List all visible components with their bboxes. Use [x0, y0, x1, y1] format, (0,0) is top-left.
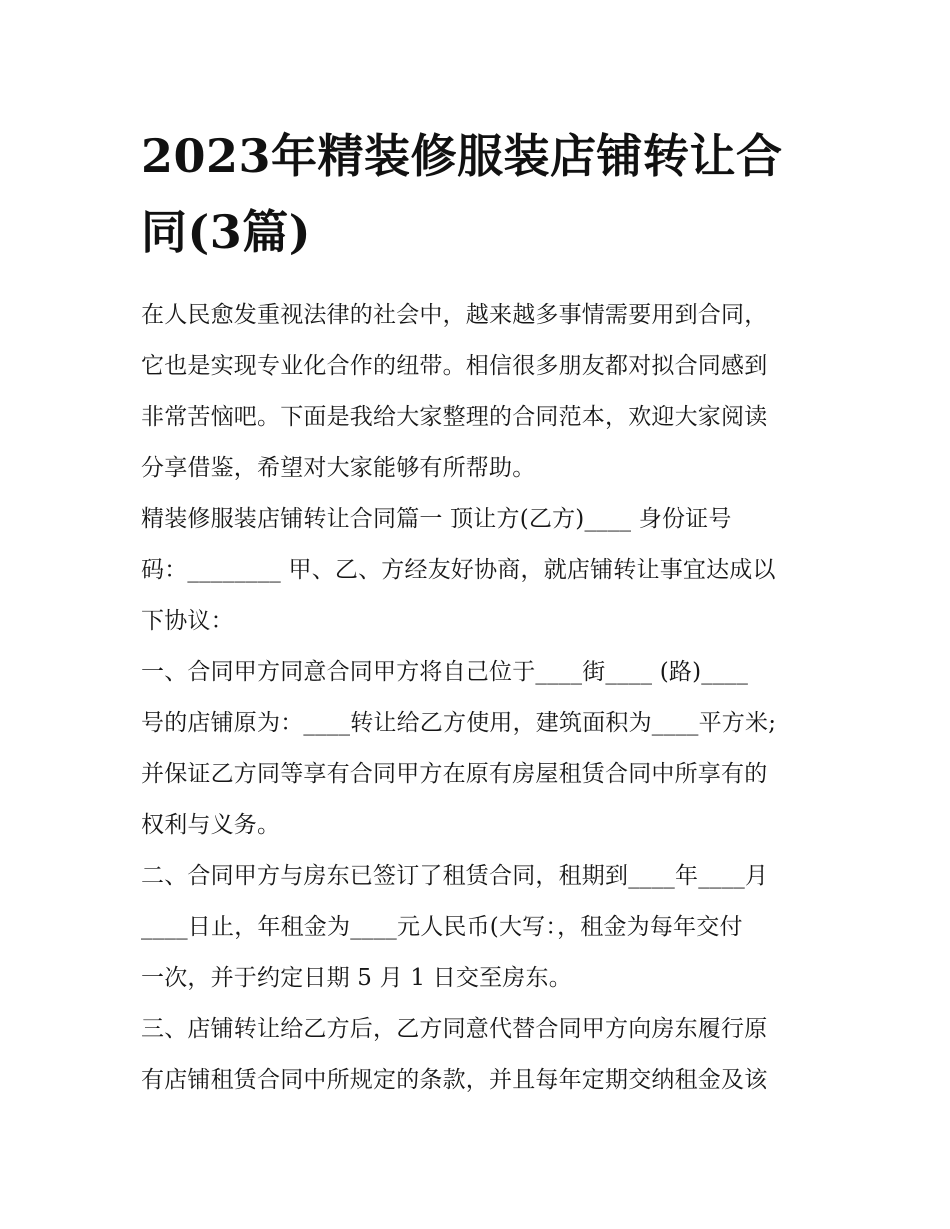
title-line: 2023年精装修服装店铺转让合: [141, 129, 783, 183]
text-line: 号的店铺原为：____转让给乙方使用，建筑面积为____平方米;: [141, 710, 777, 736]
text-line: ____日止，年租金为____元人民币(大写：，租金为每年交付: [141, 914, 743, 940]
text-line: 三、店铺转让给乙方后，乙方同意代替合同甲方向房东履行原: [141, 1016, 768, 1042]
document-body: [141, 118, 813, 1106]
text-line: 并保证乙方同等享有合同甲方在原有房屋租赁合同中所享有的: [141, 761, 768, 787]
text-line: 权利与义务。: [141, 812, 281, 838]
text-line: 二、合同甲方与房东已签订了租赁合同，租期到____年____月: [141, 863, 769, 889]
article-heading-paragraph: [141, 494, 813, 647]
clause-3-paragraph: [141, 1004, 813, 1106]
intro-paragraph: [141, 290, 813, 494]
text-line: 码：________ 甲、乙、方经友好协商，就店铺转让事宜达成以: [141, 557, 776, 583]
clause-2-paragraph: [141, 851, 813, 1004]
text-line: 有店铺租赁合同中所规定的条款，并且每年定期交纳租金及该: [141, 1067, 768, 1093]
clause-1-paragraph: [141, 647, 813, 851]
text-line: 一次，并于约定日期 5 月 1 日交至房东。: [141, 965, 572, 991]
text-line: 精装修服装店铺转让合同篇一 顶让方(乙方)____ 身份证号: [141, 506, 732, 532]
text-line: 非常苦恼吧。下面是我给大家整理的合同范本，欢迎大家阅读: [141, 404, 768, 430]
text-line: 在人民愈发重视法律的社会中，越来越多事情需要用到合同，: [141, 302, 768, 328]
title-line: 同(3篇): [141, 205, 312, 259]
text-line: 一、合同甲方同意合同甲方将自己位于____街____ (路)____: [141, 659, 749, 685]
document-title: [141, 118, 813, 270]
text-line: 它也是实现专业化合作的纽带。相信很多朋友都对拟合同感到: [141, 353, 768, 379]
text-line: 下协议：: [141, 608, 234, 634]
text-line: 分享借鉴，希望对大家能够有所帮助。: [141, 455, 536, 481]
